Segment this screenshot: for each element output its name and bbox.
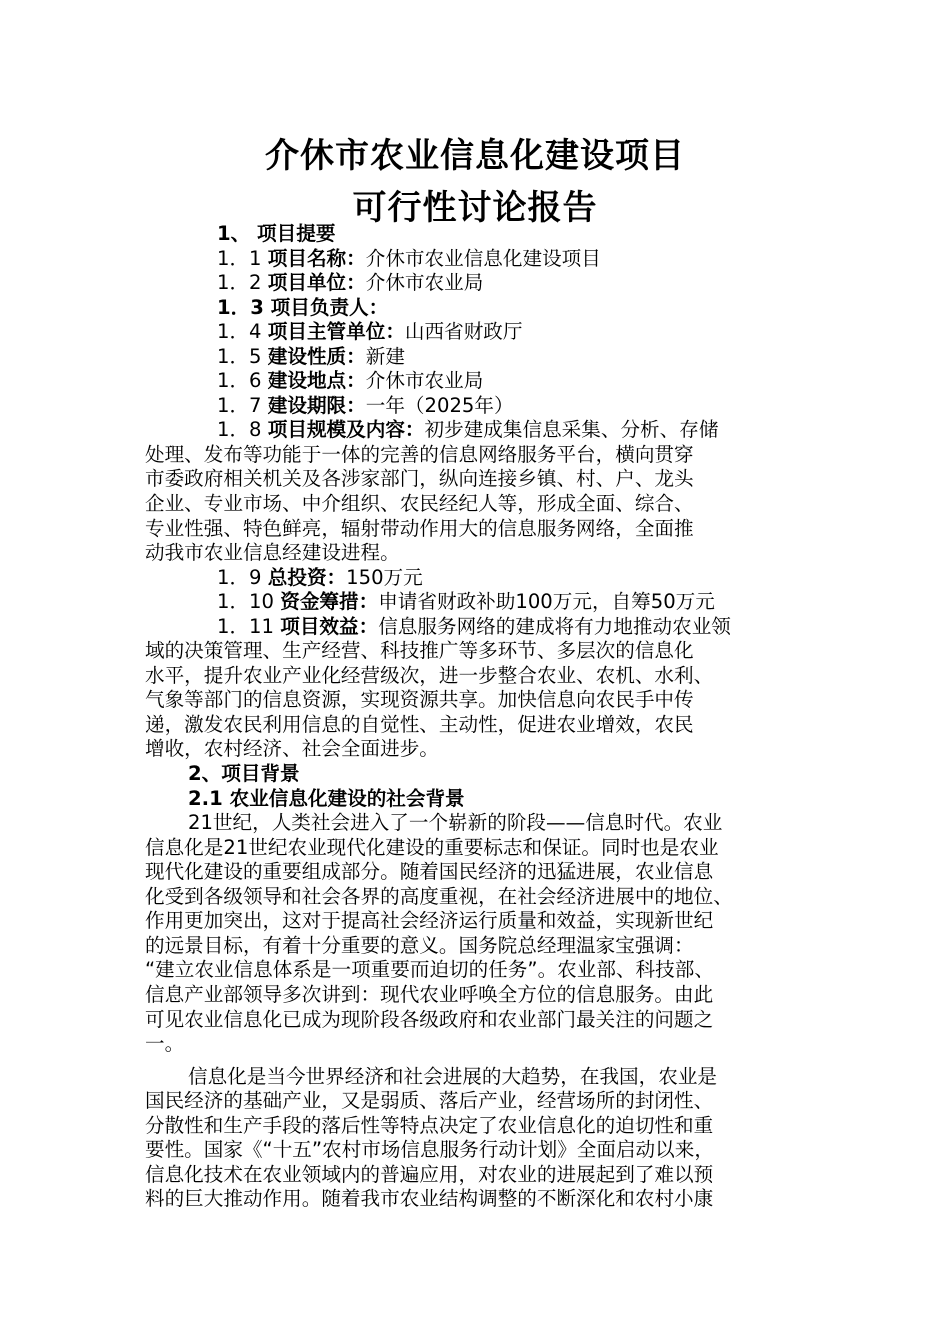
- section-1-heading: 1、 项目提要: [217, 222, 336, 245]
- item-label: 建设地点：: [267, 369, 366, 393]
- item-1-11-line: 递，激发农民利用信息的自觉性、主动性，促进农业增效，农民: [145, 712, 694, 736]
- item-label: 项目名称：: [267, 246, 366, 270]
- item-value: 介休市农业局: [365, 271, 484, 295]
- item-value: 山西省财政厅: [404, 320, 523, 344]
- paragraph-1-line: 化受到各级领导和社会各界的高度重视，在社会经济进展中的地位、: [145, 884, 733, 908]
- paragraph-2-line: 信息化技术在农业领域内的普遍应用，对农业的进展起到了难以预: [145, 1162, 714, 1186]
- paragraph-1-line: 一。: [145, 1032, 185, 1056]
- item-number: 1．10: [217, 590, 281, 614]
- item-value: 150万元: [346, 565, 423, 589]
- paragraph-gap: [145, 1057, 827, 1065]
- section-2-1-heading: 2.1 农业信息化建设的社会背景: [188, 786, 465, 810]
- item-1-2: [145, 271, 827, 296]
- item-number: 1．8: [217, 418, 268, 442]
- document-title-line1: 介休市农业信息化建设项目: [265, 136, 685, 176]
- paragraph-1-line: 信息产业部领导多次讲到：现代农业呼唤全方位的信息服务。由此: [145, 982, 714, 1006]
- item-value: 初步建成集信息采集、分析、存储: [424, 418, 719, 442]
- item-1-8-line: 动我市农业信息经建设进程。: [145, 541, 400, 565]
- item-1-11-line: 气象等部门的信息资源，实现资源共享。加快信息向农民手中传: [145, 688, 694, 712]
- item-1-8-line: 处理、发布等功能于一体的完善的信息网络服务平台，横向贯穿: [145, 442, 694, 466]
- item-label: 项目效益：: [280, 614, 379, 638]
- item-1-11-line: 增收，农村经济、社会全面进步。: [145, 737, 439, 761]
- document-body: [145, 222, 827, 1212]
- item-label: 项目主管单位：: [267, 320, 405, 344]
- item-value: 介休市农业局: [365, 369, 484, 393]
- item-label: 项目规模及内容：: [267, 418, 425, 442]
- item-value: 新建: [365, 344, 405, 368]
- item-label: 总投资：: [267, 565, 347, 589]
- item-number: 1．5: [217, 344, 268, 368]
- item-1-8-line: 企业、专业市场、中介组织、农民经纪人等，形成全面、综合、: [145, 492, 694, 516]
- paragraph-1-line: 21世纪，人类社会进入了一个崭新的阶段——信息时代。农业: [188, 811, 723, 835]
- item-1-9: [145, 566, 827, 591]
- item-label: 建设性质：: [267, 344, 366, 368]
- item-number: 1．11: [217, 614, 281, 638]
- paragraph-2-line: 信息化是当今世界经济和社会进展的大趋势，在我国，农业是: [188, 1064, 718, 1088]
- item-label: 建设期限：: [267, 393, 366, 417]
- item-1-8-line: 市委政府相关机关及各涉家部门，纵向连接乡镇、村、户、龙头: [145, 467, 694, 491]
- item-value: 信息服务网络的建成将有力地推动农业领: [378, 614, 731, 638]
- item-1-4: [145, 320, 827, 345]
- item-number: 1．2: [217, 271, 268, 295]
- item-1-8: [145, 418, 827, 443]
- paragraph-2-line: 要性。国家《“十五”农村市场信息服务行动计划》全面启动以来，: [145, 1138, 714, 1162]
- item-number: 1．9: [217, 565, 268, 589]
- item-label: 资金筹措：: [280, 590, 379, 614]
- item-label: 项目单位：: [267, 271, 366, 295]
- paragraph-2-line: 分散性和生产手段的落后性等特点决定了农业信息化的迫切性和重: [145, 1113, 714, 1137]
- item-1-11-line: 水平，提升农业产业化经营级次，进一步整合农业、农机、水利、: [145, 663, 714, 687]
- section-2-heading: 2、项目背景: [188, 762, 300, 786]
- item-1-7: [145, 394, 827, 419]
- item-value: 申请省财政补助100万元，自筹50万元: [378, 590, 715, 614]
- item-1-11: [145, 615, 827, 640]
- paragraph-2-line: 料的巨大推动作用。随着我市农业结构调整的不断深化和农村小康: [145, 1187, 714, 1211]
- item-1-6: [145, 369, 827, 394]
- paragraph-1-line: 信息化是21世纪农业现代化建设的重要标志和保证。同时也是农业: [145, 835, 719, 859]
- item-1-1: [145, 247, 827, 272]
- item-1-5: [145, 345, 827, 370]
- paragraph-1-line: 可见农业信息化已成为现阶段各级政府和农业部门最关注的问题之: [145, 1007, 714, 1031]
- paragraph-1-line: 现代化建设的重要组成部分。随着国民经济的迅猛进展，农业信息: [145, 860, 714, 884]
- item-1-3: 1．3 项目负责人：: [217, 295, 389, 319]
- item-number: 1．7: [217, 393, 268, 417]
- paragraph-1-line: “建立农业信息体系是一项重要而迫切的任务”。农业部、科技部、: [145, 958, 714, 982]
- paragraph-1-line: 作用更加突出，这对于提高社会经济运行质量和效益，实现新世纪: [145, 909, 714, 933]
- item-value: 介休市农业信息化建设项目: [365, 246, 601, 270]
- paragraph-2-line: 国民经济的基础产业，又是弱质、落后产业，经营场所的封闭性、: [145, 1089, 714, 1113]
- item-number: 1．4: [217, 320, 268, 344]
- item-value: 一年（2025年）: [365, 393, 514, 417]
- item-1-11-line: 域的决策管理、生产经营、科技推广等多环节、多层次的信息化: [145, 639, 694, 663]
- item-1-8-line: 专业性强、特色鲜亮，辐射带动作用大的信息服务网络，全面推: [145, 516, 694, 540]
- paragraph-1-line: 的远景目标，有着十分重要的意义。国务院总经理温家宝强调：: [145, 933, 694, 957]
- item-number: 1．6: [217, 369, 268, 393]
- document-title-line2: 可行性讨论报告: [352, 188, 598, 228]
- item-1-10: [145, 590, 827, 615]
- item-number: 1．1: [217, 246, 268, 270]
